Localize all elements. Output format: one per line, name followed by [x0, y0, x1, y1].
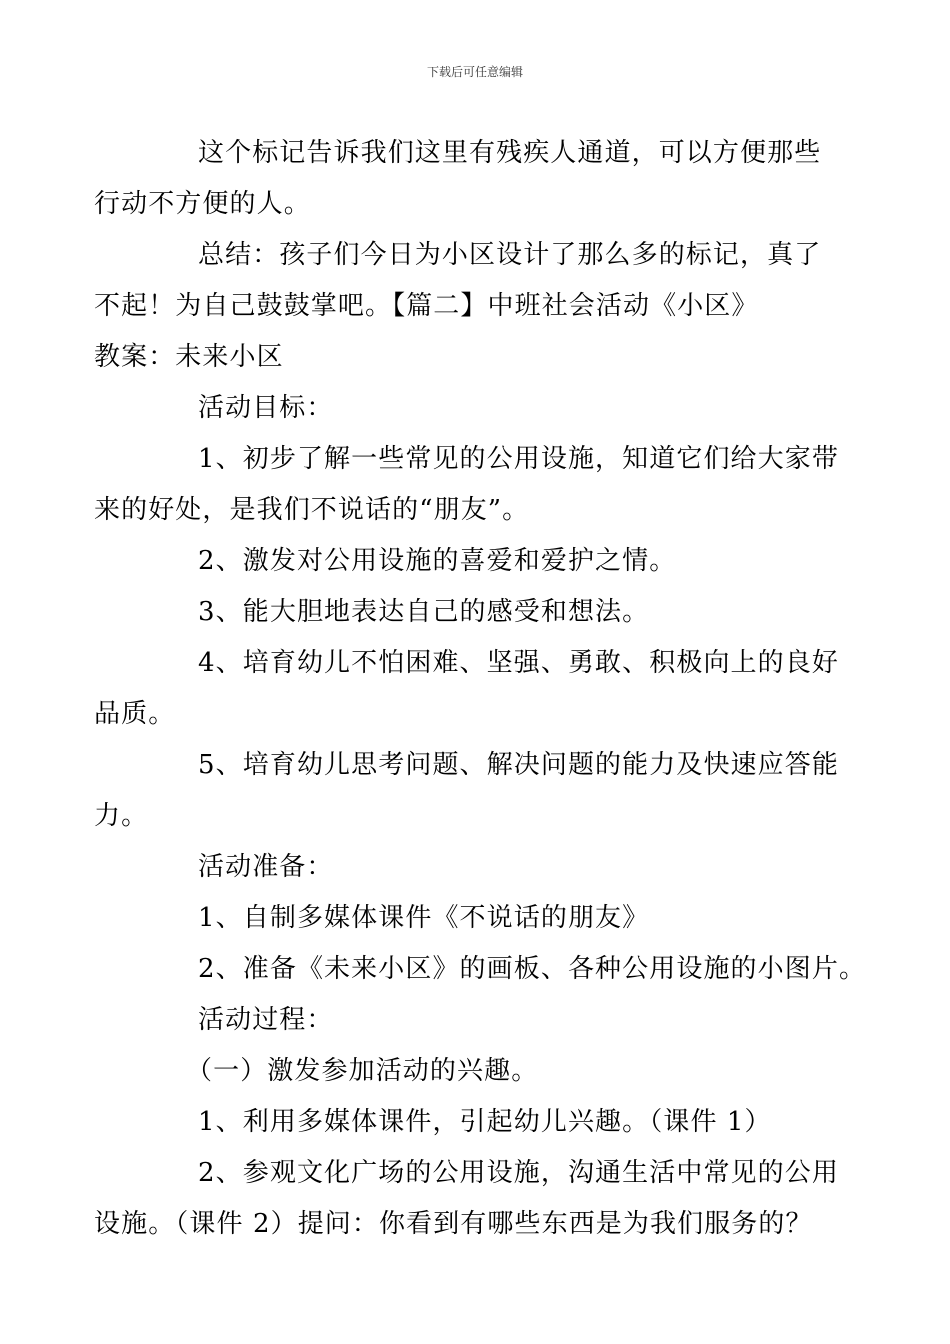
- list-item: [146, 587, 818, 638]
- text-line: 5、培育幼儿思考问题、解决问题的能力及快速应答能: [198, 750, 839, 780]
- paragraph: [94, 230, 822, 383]
- text-line: （一）激发参加活动的兴趣。: [186, 1056, 539, 1086]
- text-line: 1、利用多媒体课件，引起幼儿兴趣。（课件 1）: [198, 1107, 772, 1137]
- text-line: 这个标记告诉我们这里有残疾人通道，可以方便那些: [198, 138, 822, 168]
- subsection-heading: [146, 1046, 818, 1097]
- text-line: 活动准备：: [198, 852, 334, 882]
- text-line: 活动过程：: [198, 1005, 334, 1035]
- text-line: 1、自制多媒体课件《不说话的朋友》: [198, 903, 650, 933]
- text-line: 4、培育幼儿不怕困难、坚强、勇敢、积极向上的良好: [198, 648, 839, 678]
- text-line: 2、准备《未来小区》的画板、各种公用设施的小图片。: [198, 954, 867, 984]
- text-line: 力。: [94, 801, 149, 831]
- text-line: 设施。（课件 2）提问：你看到有哪些东西是为我们服务的？: [94, 1209, 813, 1239]
- list-item: [94, 434, 839, 536]
- text-line: 教案：未来小区: [94, 342, 284, 372]
- text-line: 不起！为自己鼓鼓掌吧。【篇二】中班社会活动《小区》: [94, 291, 759, 321]
- section-heading: [146, 995, 818, 1046]
- document-body: [94, 128, 867, 1250]
- paragraph: [94, 128, 822, 230]
- list-item: [146, 1097, 818, 1148]
- page-header: 下载后可任意编辑: [426, 65, 523, 79]
- list-item: [146, 536, 818, 587]
- text-line: 1、初步了解一些常见的公用设施，知道它们给大家带: [198, 444, 839, 474]
- list-item: [146, 944, 867, 995]
- text-line: 3、能大胆地表达自己的感受和想法。: [198, 597, 650, 627]
- text-line: 品质。: [94, 699, 176, 729]
- text-line: 活动目标：: [198, 393, 334, 423]
- text-line: 来的好处，是我们不说话的“朋友”。: [94, 495, 530, 525]
- section-heading: [146, 842, 818, 893]
- list-item: [146, 893, 818, 944]
- list-item: [94, 638, 839, 740]
- list-item: [94, 740, 839, 842]
- list-item: [94, 1148, 839, 1250]
- section-heading: [146, 383, 818, 434]
- text-line: 行动不方便的人。: [94, 189, 311, 219]
- text-line: 总结：孩子们今日为小区设计了那么多的标记，真了: [198, 240, 822, 270]
- text-line: 2、参观文化广场的公用设施，沟通生活中常见的公用: [198, 1158, 839, 1188]
- text-line: 2、激发对公用设施的喜爱和爱护之情。: [198, 546, 677, 576]
